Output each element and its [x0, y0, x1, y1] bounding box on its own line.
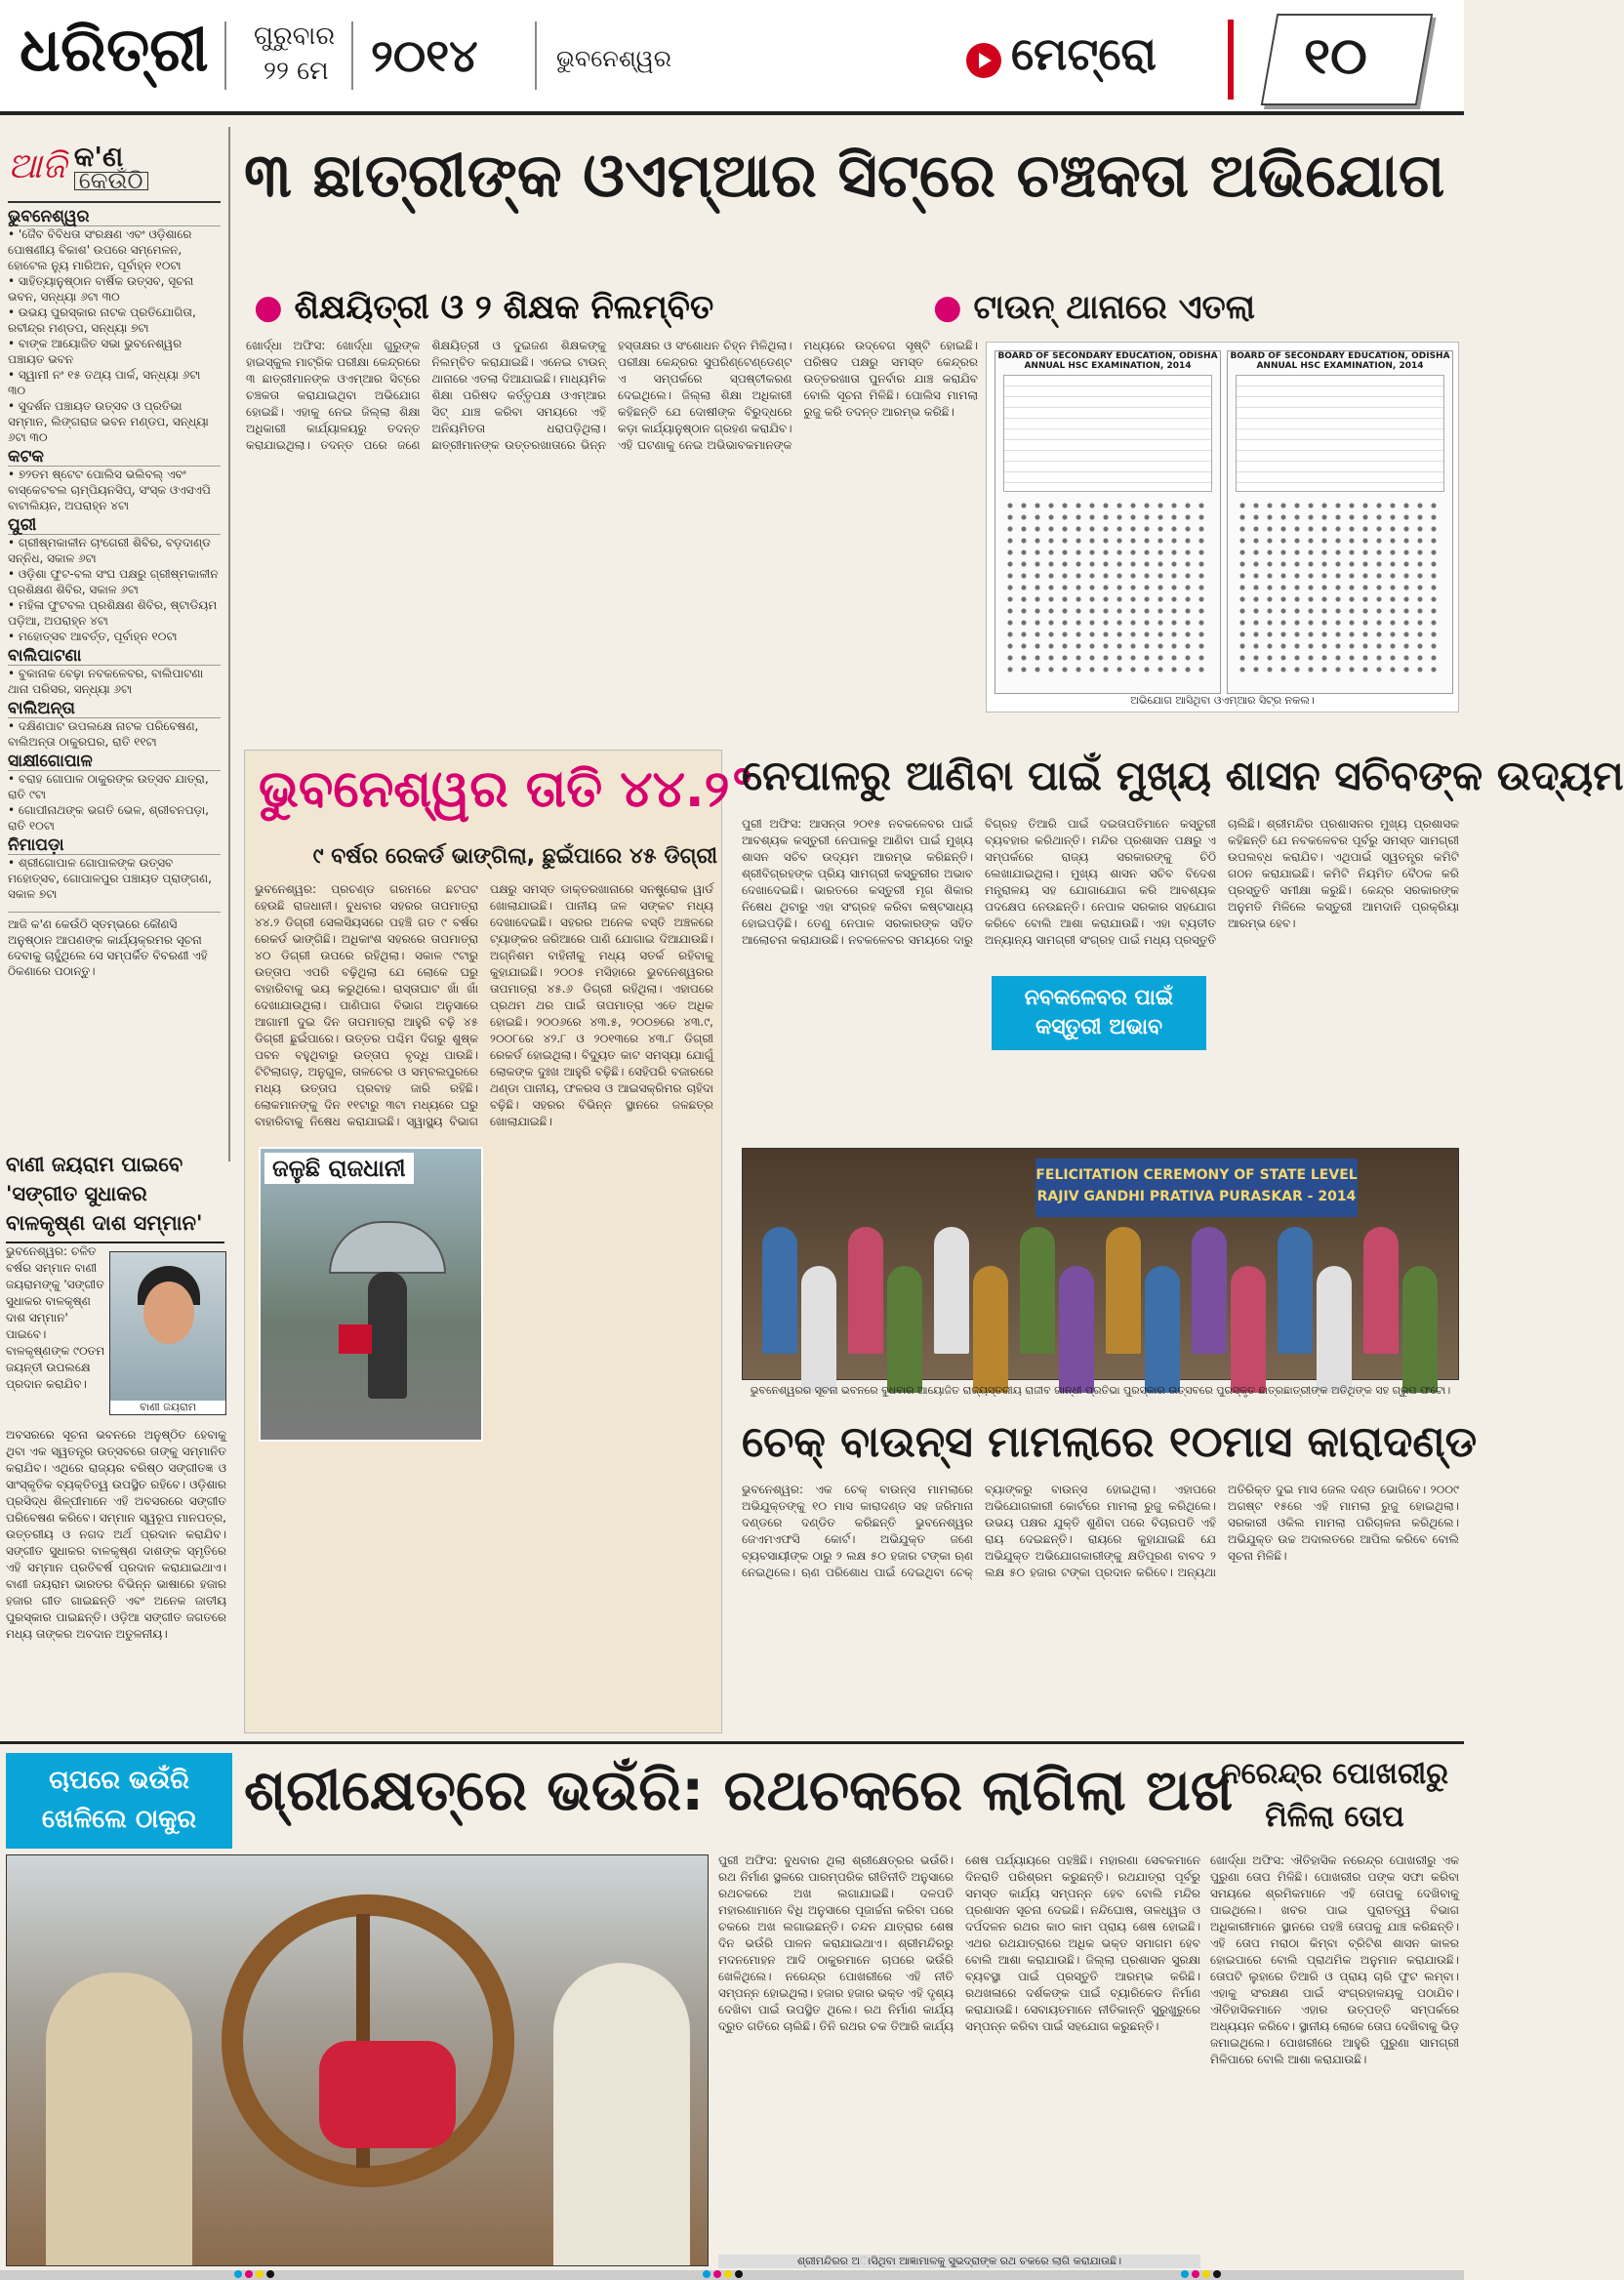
nepal-headline[interactable]: ନେପାଳରୁ ଆଣିବା ପାଇଁ ମୁଖ୍ୟ ଶାସନ ସଚିବଙ୍କ ଉଦ୍ୟମ	[742, 752, 1624, 799]
event-item: • ମହୋତ୍ସବ ଆବର୍ତ୍ତ, ପୂର୍ବାହ୍ନ ୧୦ଟା	[8, 629, 221, 644]
ceremony-caption: ଭୁବନେଶ୍ୱରର ସୂଚନା ଭବନରେ ବୁଧବାର ଆୟୋଜିତ ରାଜ୍ୟସ୍ତରୀୟ ରାଜୀବ ଗାନ୍ଧୀ ପ୍ରତିଭା ପୁରସ୍କାର ଉତ୍ସବରେ ପୁରସ୍କୃତ ଛାତ୍ରଛାତ୍ରୀଙ୍କ ଅତିଥିଙ୍କ ସହ ଗ୍ରୁପ ଫଟୋ।	[750, 1384, 1451, 1397]
omr-sheet	[1227, 350, 1453, 694]
rath-photo	[6, 1854, 709, 2266]
rath-tag: ଚାପରେ ଭଉଁରି ଖେଳିଲେ ଠାକୁର	[6, 1753, 232, 1849]
event-item: • 'ଜୈବ ବିବିଧତା ସଂରକ୍ଷଣ ଏବଂ ଓଡ଼ିଶାରେ ପୋଷଣୀୟ ବିକାଶ' ଉପରେ ସମ୍ମେଳନ, ହୋଟେଲ ନ୍ୟୁ ମାରିଅନ, ପୂର୍ବାହ୍ନ ୧୦ଟା	[8, 226, 221, 273]
omr-exam: ANNUAL HSC EXAMINATION, 2014	[1256, 361, 1424, 371]
omr-fields	[1003, 375, 1212, 492]
cheque-headline[interactable]: ଚେକ୍ ବାଉନ୍ସ ମାମଲାରେ ୧୦ମାସ କାରାଦଣ୍ଡ	[742, 1417, 1478, 1467]
omr-bubbles	[1003, 500, 1212, 675]
student-figure	[934, 1227, 969, 1354]
student-figure	[1363, 1227, 1399, 1354]
edition-city: ଭୁବନେଶ୍ୱର	[556, 45, 671, 72]
section-title: ମେଟ୍ରୋ	[1011, 27, 1157, 80]
event-item: • ଗୋପୀନାଥଙ୍କ ଭଗତି ଭେଳ, ଶ୍ରୀବନପଡ଼ା, ରାତି ୧୦ଟା	[8, 802, 221, 834]
rath-caption: ଶ୍ରୀମନ୍ଦିରର ଅାସିଥିବା ଆଜ୍ଞାମାଳକୁ ସୁଭଦ୍ରାଙ୍କ ରଥ ଚକରେ ଲାଗି କରାଯାଉଛି।	[718, 2255, 1200, 2268]
issue-day: ଗୁରୁବାର	[254, 21, 336, 51]
ceremony-photo	[742, 1148, 1459, 1380]
umbrella-shape	[329, 1221, 446, 1274]
event-item: • ବାଙ୍କ ଆୟୋଜିତ ସଭା ଭୁବନେଶ୍ୱର ପଞ୍ଚାୟତ ଭବନ	[8, 336, 221, 367]
student-figure	[1020, 1227, 1055, 1354]
servitor-shape	[553, 1963, 690, 2265]
omr-fields	[1236, 375, 1444, 492]
event-item: • ଓଡ଼ିଶା ଫୁଟ-ବଲ ସଂଘ ପକ୍ଷରୁ ଗ୍ରୀଷ୍ମକାଳୀନ ପ୍ରଶିକ୍ଷଣ ଶିବିର, ସକାଳ ୬ଟା	[8, 566, 221, 597]
pokhari-headline[interactable]: ନରେନ୍ଦ୍ର ପୋଖରୀରୁ ମିଳିଲା ତୋପ	[1220, 1757, 1448, 1834]
handbag-shape	[339, 1324, 372, 1354]
student-figure	[762, 1227, 797, 1354]
lead-subhead-1	[254, 288, 713, 327]
student-figure	[973, 1266, 1008, 1393]
ceremony-banner: FELICITATION CEREMONY OF STATE LEVEL RAJIV GANDHI PRATIVA PURASKAR - 2014	[1035, 1159, 1358, 1217]
events-list	[8, 209, 221, 902]
heat-subhead: ୯ ବର୍ଷର ରେକର୍ଡ ଭାଙ୍ଗିଲା, ଛୁଇଁପାରେ ୪୫ ଡିଗ୍ରୀ	[312, 844, 717, 869]
omr-exam: ANNUAL HSC EXAMINATION, 2014	[1024, 361, 1192, 371]
award-lead: ଭୁବନେଶ୍ୱର: ଚଳିତ ବର୍ଷର ସମ୍ମାନ ବାଣୀ ଜୟରାମଙ୍କୁ 'ସଙ୍ଗୀତ ସୁଧାକର ବାଳକୃଷ୍ଣ ଦାଶ ସମ୍ମାନ' ପାଇବେ। ବାଳକୃଷ୍ଣଙ୍କ ୯୦ତମ ଜୟନ୍ତୀ ଉପଲକ୍ଷେ ପ୍ରଦାନ କରାଯିବ।	[6, 1244, 105, 1391]
event-item: • ସ୍ୱାମୀ ନଂ ୧୫ ତଥ୍ୟ ପାର୍କ, ସନ୍ଧ୍ୟା ୬ଟା ୩୦	[8, 367, 221, 398]
event-item: • ସୁଦର୍ଶନ ପଞ୍ଚାୟତ ଉତ୍ସବ ଓ ପ୍ରତିଭା ସମ୍ମାନ, ଲିଙ୍ଗରାଜ ଭବନ ମଣ୍ଡପ, ସନ୍ଧ୍ୟା ୬ଟା ୩୦	[8, 398, 221, 445]
accent-bar	[1228, 20, 1234, 100]
lead-subhead-2-text: ଟାଉନ୍ ଥାନାରେ ଏତଲା	[973, 288, 1255, 327]
student-figure	[1192, 1227, 1227, 1354]
student-figure	[1317, 1266, 1352, 1393]
bullet-icon: ●	[933, 288, 974, 327]
priest-shape	[46, 1973, 192, 2265]
omr-bubbles	[1236, 500, 1444, 675]
student-figure	[1402, 1266, 1438, 1393]
issue-date: ୨୨ ମେ	[264, 57, 329, 86]
registration-marks	[234, 2270, 274, 2278]
omr-sheet	[995, 350, 1221, 694]
events-location: ଭୁବନେଶ୍ୱର	[8, 209, 221, 226]
heat-body: ଭୁବନେଶ୍ୱର: ପ୍ରଚଣ୍ଡ ଗରମରେ ଛଟପଟ ହେଉଛି ରାଜଧାନୀ। ବୁଧବାର ସହରର ତାପମାତ୍ରା ୪୪.୨ ଡିଗ୍ରୀ ସେଲସିୟସରେ ପହଞ୍ଚି ଗତ ୯ ବର୍ଷର ରେକର୍ଡ ଭାଙ୍ଗିଛି। ଅଧିକାଂଶ ସହରରେ ତାପମାତ୍ରା ୪୦ ଡିଗ୍ରୀ ଉପରେ ରହିଥିଲା। ସକାଳ ୯ଟାରୁ ଉତ୍ତାପ ଏପରି ବଢ଼ିଥିଲା ଯେ ଲୋକେ ଘରୁ ବାହାରିବାକୁ ଭୟ କରୁଥିଲେ। ରାସ୍ତାଘାଟ ଖାଁ ଖାଁ ଦେଖାଯାଉଥିଲା। ପାଣିପାଗ ବିଭାଗ ଅନୁସାରେ ଆଗାମୀ ଦୁଇ ଦିନ ତାପମାତ୍ରା ଆହୁରି ବଢ଼ି ୪୫ ଡିଗ୍ରୀ ଛୁଇଁପାରେ। ଉତ୍ତର ପଶ୍ଚିମ ଦିଗରୁ ଶୁଷ୍କ ପବନ ବହୁଥିବାରୁ ଉତ୍ତାପ ବୃଦ୍ଧି ପାଉଛି। ଟିଟିଲାଗଡ଼, ଅନୁଗୁଳ, ତାଳଚେର ଓ ସମ୍ବଲପୁରରେ ମଧ୍ୟ ଉତ୍ତାପ ପ୍ରବାହ ଜାରି ରହିଛି। ଲୋକମାନଙ୍କୁ ଦିନ ୧୧ଟାରୁ ୩ଟା ମଧ୍ୟରେ ଘରୁ ବାହାରିବାକୁ ନିଷେଧ କରାଯାଇଛି। ସ୍ୱାସ୍ଥ୍ୟ ବିଭାଗ ପକ୍ଷରୁ ସମସ୍ତ ଡାକ୍ତରଖାନାରେ ସନଷ୍ଟ୍ରୋକ ୱାର୍ଡ ଖୋଲାଯାଇଛି। ପାନୀୟ ଜଳ ସଙ୍କଟ ମଧ୍ୟ ଦେଖାଦେଇଛି। ସହରର ଅନେକ ବସ୍ତି ଅଞ୍ଚଳରେ ଟ୍ୟାଙ୍କର ଜରିଆରେ ପାଣି ଯୋଗାଇ ଦିଆଯାଉଛି। ଅଗ୍ନିଶମ ବାହିନୀକୁ ମଧ୍ୟ ସତର୍କ ରହିବାକୁ କୁହାଯାଇଛି। ୨୦୦୫ ମସିହାରେ ଭୁବନେଶ୍ୱରର ତାପମାତ୍ରା ୪୫.୬ ଡିଗ୍ରୀ ରହିଥିଲା। ଏହାପରେ ପ୍ରଥମ ଥର ପାଇଁ ତାପମାତ୍ରା ଏତେ ଅଧିକ ହୋଇଛି। ୨୦୦୬ରେ ୪୩.୫, ୨୦୦୭ରେ ୪୩.୯, ୨୦୦୮ରେ ୪୨.୮ ଓ ୨୦୧୩ରେ ୪୩.୮ ଡିଗ୍ରୀ ରେକର୍ଡ ହୋଇଥିଲା। ବିଦ୍ୟୁତ କାଟ ସମସ୍ୟା ଯୋଗୁଁ ଲୋକଙ୍କ ଦୁଃଖ ଆହୁରି ବଢ଼ିଛି। ସେହିପରି ବଜାରରେ ଥଣ୍ଡା ପାନୀୟ, ଫଳରସ ଓ ଆଇସକ୍ରିମର ଚାହିଦା ବଢ଼ିଛି। ସହରର ବିଭିନ୍ନ ସ୍ଥାନରେ ଜଳଛତ୍ର ଖୋଲାଯାଇଛି।	[255, 882, 713, 1128]
event-item: • ଉଭୟ ପୁରସ୍କାର ନାଟକ ପ୍ରତିଯୋଗିତା, ରବୀନ୍ଦ୍ର ମଣ୍ଡପ, ସନ୍ଧ୍ୟା ୭ଟା	[8, 305, 221, 336]
events-location: ବାଲିପାଟଣା	[8, 648, 221, 666]
rath-headline[interactable]: ଶ୍ରୀକ୍ଷେତ୍ରେ ଭଉଁରି: ରଥଚକରେ ଲାଗିଲା ଅଖ	[244, 1757, 1234, 1823]
play-icon	[966, 43, 1001, 78]
student-figure	[848, 1227, 883, 1354]
heat-story	[244, 750, 755, 1733]
pokhari-body: ଖୋର୍ଦ୍ଧା ଅଫିସ: ଐତିହାସିକ ନରେନ୍ଦ୍ର ପୋଖରୀରୁ ଏକ ପୁରୁଣା ତୋପ ମିଳିଛି। ପୋଖରୀର ପଙ୍କ ସଫା କରିବା ସମୟରେ ଶ୍ରମିକମାନେ ଏହି ତୋପକୁ ଦେଖିବାକୁ ପାଇଥିଲେ। ଖବର ପାଇ ପୁରାତତ୍ତ୍ୱ ବିଭାଗ ଅଧିକାରୀମାନେ ସ୍ଥାନରେ ପହଞ୍ଚି ତୋପକୁ ଯାଞ୍ଚ କରିଛନ୍ତି। ଏହି ତୋପ ମରାଠା କିମ୍ବା ବ୍ରିଟିଶ ଶାସନ କାଳର ହୋଇପାରେ ବୋଲି ପ୍ରାଥମିକ ଅନୁମାନ କରାଯାଉଛି। ତୋପଟି ଲୁହାରେ ତିଆରି ଓ ପ୍ରାୟ ଚାରି ଫୁଟ ଲମ୍ବା। ଏହାକୁ ସଂରକ୍ଷଣ ପାଇଁ ସଂଗ୍ରହାଳୟକୁ ପଠାଯିବ। ଐତିହାସିକମାନେ ଏହାର ଉତ୍ପତ୍ତି ସମ୍ପର୍କରେ ଅଧ୍ୟୟନ କରିବେ। ସ୍ଥାନୀୟ ଲୋକେ ତୋପ ଦେଖିବାକୁ ଭିଡ଼ ଜମାଇଥିଲେ। ପୋଖରୀରେ ଆହୁରି ପୁରୁଣା ସାମଗ୍ରୀ ମିଳିପାରେ ବୋଲି ଆଶା କରାଯାଉଛି।	[1210, 1853, 1459, 2066]
omr-board: BOARD OF SECONDARY EDUCATION, ODISHA	[1230, 351, 1450, 361]
photo-face	[143, 1282, 194, 1344]
divider	[224, 21, 226, 90]
lead-headline[interactable]: ୩ ଛାତ୍ରୀଙ୍କ ଓଏମ୍ଆର ସିଟ୍‌ରେ ଚଞ୍ଚକତା ଅଭିଯୋଗ	[244, 140, 1445, 211]
divider	[351, 21, 353, 90]
event-item: • ବୁକାନାକ ବେଢ଼ା ନବକଳେବର, ବାଲିପାଟଣା ଥାନା ପରିସର, ସନ୍ଧ୍ୟା ୬ଟା	[8, 666, 221, 697]
newspaper-logo[interactable]: ଧରିତ୍ରୀ	[20, 14, 209, 85]
student-figure	[801, 1266, 836, 1393]
event-item: • ଦକ୍ଷିଣପାଟ ଉପଲକ୍ଷେ ନାଟକ ପରିବେଷଣ, ବାଲିଅନ୍ତା ଠାକୁରଘର, ରାତି ୧୧ଟା	[8, 718, 221, 750]
student-figure	[1059, 1266, 1094, 1393]
heat-photo-label: ଜଳୁଛି ରାଜଧାନୀ	[264, 1153, 414, 1184]
student-figure	[1231, 1266, 1266, 1393]
event-item: • ୭୨ତମ ଷ୍ଟେଟ ପୋଲିସ ଭଲିବଲ୍ ଏବଂ ବାସ୍କେଟବଲ ଚାମ୍ପିୟନସିପ୍, ସଂସ୍କ ଓଏସଏପି ବାଟାଲିୟନ, ଅପରାହ୍ନ ୪ଟା	[8, 467, 221, 513]
event-item: • ସାହିତ୍ୟାନୁଷ୍ଠାନ ବାର୍ଷିକ ଉତ୍ସବ, ସୂଚନା ଭବନ, ସନ୍ଧ୍ୟା ୬ଟା ୩୦	[8, 273, 221, 305]
events-header	[8, 131, 221, 203]
student-figure	[1145, 1266, 1180, 1393]
lead-subhead-2	[933, 288, 1255, 327]
heat-photo	[259, 1147, 483, 1442]
pedestrian-shape	[368, 1272, 407, 1399]
student-figure	[887, 1266, 922, 1393]
nepal-body: ପୁରୀ ଅଫିସ: ଆସନ୍ତା ୨୦୧୫ ନବକଳେବର ପାଇଁ ଆବଶ୍ୟକ କସ୍ତୁରୀ ନେପାଳରୁ ଆଣିବା ପାଇଁ ମୁଖ୍ୟ ଶାସନ ସଚିବ ଉଦ୍ୟମ ଆରମ୍ଭ କରିଛନ୍ତି। ଶ୍ରୀବିଗ୍ରହଙ୍କ ପ୍ରିୟ ସାମଗ୍ରୀ କସ୍ତୁରୀର ଅଭାବ ଦେଖାଦେଇଛି। ଭାରତରେ କସ୍ତୁରୀ ମୃଗ ଶିକାର ନିଷେଧ ଥିବାରୁ ଏହା ସଂଗ୍ରହ କରିବା କଷ୍ଟସାଧ୍ୟ ହୋଇପଡ଼ିଛି। ତେଣୁ ନେପାଳ ସରକାରଙ୍କ ସହିତ ଆଲୋଚନା କରାଯାଉଛି। ନବକଳେବର ସମୟରେ ଦାରୁ ବିଗ୍ରହ ତିଆରି ପାଇଁ ଦଇତାପତିମାନେ କସ୍ତୁରୀ ବ୍ୟବହାର କରିଥାନ୍ତି। ମନ୍ଦିର ପ୍ରଶାସନ ପକ୍ଷରୁ ଏ ସମ୍ପର୍କରେ ରାଜ୍ୟ ସରକାରଙ୍କୁ ଚିଠି ଲେଖାଯାଇଥିଲା। ମୁଖ୍ୟ ଶାସନ ସଚିବ ବିଦେଶ ମନ୍ତ୍ରାଳୟ ସହ ଯୋଗାଯୋଗ କରି ଆବଶ୍ୟକ ପଦକ୍ଷେପ ନେଉଛନ୍ତି। ନେପାଳ ସରକାର ସହଯୋଗ କରିବେ ବୋଲି ଆଶା କରାଯାଉଛି। ଏହା ବ୍ୟତୀତ ଅନ୍ୟାନ୍ୟ ସାମଗ୍ରୀ ସଂଗ୍ରହ ପାଇଁ ମଧ୍ୟ ପ୍ରସ୍ତୁତି ଚାଲିଛି। ଶ୍ରୀମନ୍ଦିର ପ୍ରଶାସନର ମୁଖ୍ୟ ପ୍ରଶାସକ କହିଛନ୍ତି ଯେ ନବକଳେବର ପୂର୍ବରୁ ସମସ୍ତ ସାମଗ୍ରୀ ଉପଲବ୍ଧ କରାଯିବ। ଏଥିପାଇଁ ସ୍ୱତନ୍ତ୍ର କମିଟି ଗଠନ କରାଯାଇଛି। କମିଟି ନିୟମିତ ବୈଠକ କରି ପ୍ରସ୍ତୁତି ସମୀକ୍ଷା କରୁଛି। କେନ୍ଦ୍ର ସରକାରଙ୍କ ଅନୁମତି ମିଳିଲେ କସ୍ତୁରୀ ଆମଦାନି ପ୍ରକ୍ରିୟା ଆରମ୍ଭ ହେବ।	[742, 817, 1459, 947]
rath-body: ପୁରୀ ଅଫିସ: ବୁଧବାର ଥିଲା ଶ୍ରୀକ୍ଷେତ୍ରର ଭଉଁରି। ରଥ ନିର୍ମାଣ ସ୍ଥଳରେ ପାରମ୍ପରିକ ରୀତିନୀତି ଅନୁସାରେ ରଥଚକରେ ଅଖ ଲଗାଯାଇଛି। ଦଳପତି ମହାରଣାମାନେ ବିଧି ଅନୁସାରେ ପୂଜାର୍ଚ୍ଚନା କରିବା ପରେ ଚକରେ ଅଖ ଲଗାଇଛନ୍ତି। ଚନ୍ଦନ ଯାତ୍ରାର ଶେଷ ଦିନ ଭଉଁରି ପାଳନ କରାଯାଇଥାଏ। ଶ୍ରୀମନ୍ଦିରରୁ ମଦନମୋହନ ଆଦି ଠାକୁରମାନେ ଚାପରେ ଭଉଁରି ଖେଳିଥିଲେ। ନରେନ୍ଦ୍ର ପୋଖରୀରେ ଏହି ନୀତି ସମ୍ପନ୍ନ ହୋଇଥିଲା। ହଜାର ହଜାର ଭକ୍ତ ଏହି ଦୃଶ୍ୟ ଦେଖିବା ପାଇଁ ଉପସ୍ଥିତ ଥିଲେ। ରଥ ନିର୍ମାଣ କାର୍ଯ୍ୟ ଦ୍ରୁତ ଗତିରେ ଚାଲିଛି। ତିନି ରଥର ଚକ ତିଆରି କାର୍ଯ୍ୟ ଶେଷ ପର୍ଯ୍ୟାୟରେ ପହଞ୍ଚିଛି। ମହାରଣା ସେବକମାନେ ଦିନରାତି ପରିଶ୍ରମ କରୁଛନ୍ତି। ରଥଯାତ୍ରା ପୂର୍ବରୁ ସମସ୍ତ କାର୍ଯ୍ୟ ସମ୍ପନ୍ନ ହେବ ବୋଲି ମନ୍ଦିର ପ୍ରଶାସନ ସୂଚନା ଦେଇଛି। ନନ୍ଦିଘୋଷ, ତାଳଧ୍ୱଜ ଓ ଦର୍ପଦଳନ ରଥର କାଠ କାମ ପ୍ରାୟ ଶେଷ ହୋଇଛି। ଏଥର ରଥଯାତ୍ରାରେ ଅଧିକ ଭକ୍ତ ସମାଗମ ହେବ ବୋଲି ଆଶା କରାଯାଉଛି। ଜିଲ୍ଲା ପ୍ରଶାସନ ସୁରକ୍ଷା ବ୍ୟବସ୍ଥା ପାଇଁ ପ୍ରସ୍ତୁତି ଆରମ୍ଭ କରିଛି। ରଥଖଳାରେ ଦର୍ଶକଙ୍କ ପାଇଁ ବ୍ୟାରିକେଡ ନିର୍ମାଣ କରାଯାଉଛି। ସେବାୟତମାନେ ନୀତିକାନ୍ତି ସୁରୁଖୁରୁରେ ସମ୍ପନ୍ନ କରିବା ପାଇଁ ସହଯୋଗ କରୁଛନ୍ତି।	[718, 1853, 1200, 2033]
award-body: ଅବସରରେ ସୂଚନା ଭବନରେ ଅନୁଷ୍ଠିତ ହେବାକୁ ଥିବା ଏକ ସ୍ୱତନ୍ତ୍ର ଉତ୍ସବରେ ତାଙ୍କୁ ସମ୍ମାନିତ କରାଯିବ। ଏଥିରେ ରାଜ୍ୟର ବରିଷ୍ଠ ସଙ୍ଗୀତଜ୍ଞ ଓ ସାଂସ୍କୃତିକ ବ୍ୟକ୍ତିତ୍ୱ ଉପସ୍ଥିତ ରହିବେ। ଓଡ଼ିଶାର ପ୍ରସିଦ୍ଧ ଶିଳ୍ପୀମାନେ ଏହି ଅବସରରେ ସଙ୍ଗୀତ ପରିବେଷଣ କରିବେ। ସମ୍ମାନ ସ୍ୱରୂପ ମାନପତ୍ର, ଉତ୍ତରୀୟ ଓ ନଗଦ ଅର୍ଥ ପ୍ରଦାନ କରାଯିବ। ସଙ୍ଗୀତ ସୁଧାକର ବାଳକୃଷ୍ଣ ଦାଶଙ୍କ ସ୍ମୃତିରେ ଏହି ସମ୍ମାନ ପ୍ରତିବର୍ଷ ପ୍ରଦାନ କରାଯାଇଥାଏ। ବାଣୀ ଜୟରାମ ଭାରତର ବିଭିନ୍ନ ଭାଷାରେ ହଜାର ହଜାର ଗୀତ ଗାଇଛନ୍ତି ଏବଂ ଅନେକ ଜାତୀୟ ପୁରସ୍କାର ପାଇଛନ୍ତି। ଓଡ଼ିଆ ସଙ୍ଗୀତ ଜଗତରେ ମଧ୍ୟ ତାଙ୍କର ଅବଦାନ ଅତୁଳନୀୟ।	[6, 1428, 226, 1641]
event-item: • ବରାହ ଗୋପାଳ ଠାକୁରଙ୍କ ଉତ୍ସବ ଯାତ୍ରା, ରାତି ୯ଟା	[8, 771, 221, 802]
cheque-body: ଭୁବନେଶ୍ୱର: ଏକ ଚେକ୍ ବାଉନ୍ସ ମାମଲାରେ ଅଭିଯୁକ୍ତଙ୍କୁ ୧୦ ମାସ କାରାଦଣ୍ଡ ସହ ଜରିମାନା ଦଣ୍ଡରେ ଦଣ୍ଡିତ କରିଛନ୍ତି ଭୁବନେଶ୍ୱର ଜେଏମଏଫସି କୋର୍ଟ। ଅଭିଯୁକ୍ତ ଜଣେ ବ୍ୟବସାୟୀଙ୍କ ଠାରୁ ୨ ଲକ୍ଷ ୫୦ ହଜାର ଟଙ୍କା ଋଣ ନେଇଥିଲେ। ଋଣ ପରିଶୋଧ ପାଇଁ ଦେଇଥିବା ଚେକ୍ ବ୍ୟାଙ୍କରୁ ବାଉନ୍ସ ହୋଇଥିଲା। ଏହାପରେ ଅଭିଯୋଗକାରୀ କୋର୍ଟରେ ମାମଲା ରୁଜୁ କରିଥିଲେ। ଉଭୟ ପକ୍ଷର ଯୁକ୍ତି ଶୁଣିବା ପରେ ବିଚାରପତି ଏହି ରାୟ ଦେଇଛନ୍ତି। ରାୟରେ କୁହାଯାଇଛି ଯେ ଅଭିଯୁକ୍ତ ଅଭିଯୋଗକାରୀଙ୍କୁ କ୍ଷତିପୂରଣ ବାବଦ ୨ ଲକ୍ଷ ୫୦ ହଜାର ଟଙ୍କା ପ୍ରଦାନ କରିବେ। ଅନ୍ୟଥା ଅତିରିକ୍ତ ଦୁଇ ମାସ ଜେଲ ଦଣ୍ଡ ଭୋଗିବେ। ୨୦୦୯ ଅଗଷ୍ଟ ୧୫ରେ ଏହି ମାମଲା ରୁଜୁ ହୋଇଥିଲା। ସରକାରୀ ଓକିଲ ମାମଲା ପରିଚାଳନା କରିଥିଲେ। ଅଭିଯୁକ୍ତ ଉଚ୍ଚ ଅଦାଲତରେ ଆପିଲ କରିବେ ବୋଲି ସୂଚନା ମିଳିଛି।	[742, 1483, 1459, 1579]
award-photo	[109, 1251, 226, 1415]
nepal-inset: ନବକଳେବର ପାଇଁ କସ୍ତୁରୀ ଅଭାବ	[992, 976, 1206, 1050]
event-item: • ମହିଳା ଫୁଟବଲ ପ୍ରଶିକ୍ଷଣ ଶିବିର, ଷ୍ଟାଡିୟମ ପଡ଼ିଆ, ଅପରାହ୍ନ ୪ଟା	[8, 597, 221, 629]
student-figure	[1106, 1227, 1141, 1354]
registration-marks	[703, 2270, 743, 2278]
events-subtitle: କେଉଁଠି	[74, 172, 148, 190]
events-location: ସାକ୍ଷୀଗୋପାଳ	[8, 753, 221, 771]
events-title: କ'ଣ	[73, 140, 124, 173]
event-item: • ଗ୍ରୀଷ୍ମକାଳୀନ ଚାଂଗେରୀ ଶିବିର, ବଡ଼ଦାଣ୍ଡ ସନ୍ନିଧ, ସକାଳ ୬ଟା	[8, 535, 221, 566]
event-item: • ଶ୍ରୀଗୋପାଳ ଗୋପାଳଙ୍କ ଉତ୍ସବ ମହୋତ୍ସବ, ଗୋପାଳପୁର ପଞ୍ଚାୟତ ପ୍ରାଙ୍ଗଣ, ସକାଳ ୭ଟା	[8, 855, 221, 902]
divider	[535, 21, 537, 90]
section-divider	[0, 1741, 1464, 1744]
omr-caption: ଅଭିଯୋଗ ଆସିଥିବା ଓଏମ୍ଆର ସିଟ୍‌ର ନକଲ।	[1130, 694, 1315, 707]
red-cloth	[319, 2041, 456, 2148]
page-number: ୧୦	[1304, 27, 1367, 86]
lead-subhead-1-text: ଶିକ୍ଷୟିତ୍ରୀ ଓ ୨ ଶିକ୍ଷକ ନିଲମ୍ବିତ	[294, 288, 714, 327]
events-note: ଆଜି କ'ଣ କେଉଁଠି ସ୍ତମ୍ଭରେ କୌଣସି ଅନୁଷ୍ଠାନ ଆପଣଙ୍କ କାର୍ଯ୍ୟକ୍ରମର ସୂଚନା ଦେବାକୁ ଚାହୁଁଥିଲେ ସେ ସମ୍ପର୍କିତ ବିବରଣୀ ଏହି ଠିକଣାରେ ପଠାନ୍ତୁ।	[8, 912, 221, 979]
omr-sheets-image	[986, 342, 1459, 712]
bullet-icon: ●	[254, 288, 295, 327]
masthead	[0, 0, 1464, 115]
student-figure	[1278, 1227, 1313, 1354]
events-location: ନିମାପଡ଼ା	[8, 837, 221, 855]
issue-year: ୨୦୧୪	[371, 29, 478, 82]
events-location: ବାଲିଅନ୍ତା	[8, 701, 221, 718]
events-sidebar	[0, 127, 230, 1161]
events-location: ପୁରୀ	[8, 517, 221, 535]
omr-board: BOARD OF SECONDARY EDUCATION, ODISHA	[997, 351, 1218, 361]
award-photo-caption: ବାଣୀ ଜୟରାମ	[110, 1401, 225, 1414]
registration-marks	[1181, 2270, 1221, 2278]
award-headline[interactable]: ବାଣୀ ଜୟରାମ ପାଇବେ 'ସଙ୍ଗୀତ ସୁଧାକର ବାଳକୃଷ୍ଣ ଦାଶ ସମ୍ମାନ'	[6, 1150, 224, 1243]
heat-headline[interactable]: ଭୁବନେଶ୍ୱର ତାତି ୪୪.୨°	[259, 760, 755, 819]
lead-body: ଖୋର୍ଦ୍ଧା ଅଫିସ: ଖୋର୍ଦ୍ଧା ଗୁରୁଙ୍କ ହାଇସ୍କୁଲ ମାଟ୍ରିକ ପରୀକ୍ଷା କେନ୍ଦ୍ରରେ ୩ ଛାତ୍ରୀମାନଙ୍କ ଓଏମ୍ଆର ସିଟ୍‌ରେ ଚଞ୍ଚକତା କରାଯାଇଥିବା ଅଭିଯୋଗ ହୋଇଛି। ଏହାକୁ ନେଇ ଜିଲ୍ଲା ଶିକ୍ଷା ଅଧିକାରୀ କାର୍ଯ୍ୟାଳୟରୁ ତଦନ୍ତ କରାଯାଇଥିଲା। ତଦନ୍ତ ପରେ ଜଣେ ଶିକ୍ଷୟିତ୍ରୀ ଓ ଦୁଇଜଣ ଶିକ୍ଷକଙ୍କୁ ନିଲମ୍ବିତ କରାଯାଇଛି। ଏନେଇ ଟାଉନ୍ ଥାନାରେ ଏତଲା ଦିଆଯାଇଛି। ମାଧ୍ୟମିକ ଶିକ୍ଷା ପରିଷଦ କର୍ତ୍ତୃପକ୍ଷ ଓଏମ୍ଆର ସିଟ୍ ଯାଞ୍ଚ କରିବା ସମୟରେ ଏହି ଅନିୟମିତତା ଧରାପଡ଼ିଥିଲା। ଛାତ୍ରୀମାନଙ୍କ ଉତ୍ତରଖାତାରେ ଭିନ୍ନ ହସ୍ତାକ୍ଷର ଓ ସଂଶୋଧନ ଚିହ୍ନ ମିଳିଥିଲା। ପରୀକ୍ଷା କେନ୍ଦ୍ରର ସୁପରିଣ୍ଟେଣ୍ଡେଣ୍ଟ ଏ ସମ୍ପର୍କରେ ସ୍ପଷ୍ଟୀକରଣ ଦେଇଥିଲେ। ଜିଲ୍ଲା ଶିକ୍ଷା ଅଧିକାରୀ କହିଛନ୍ତି ଯେ ଦୋଷୀଙ୍କ ବିରୁଦ୍ଧରେ କଡ଼ା କାର୍ଯ୍ୟାନୁଷ୍ଠାନ ଗ୍ରହଣ କରାଯିବ। ଏହି ଘଟଣାକୁ ନେଇ ଅଭିଭାବକମାନଙ୍କ ମଧ୍ୟରେ ଉଦ୍‌ବେଗ ସୃଷ୍ଟି ହୋଇଛି। ପରିଷଦ ପକ୍ଷରୁ ସମସ୍ତ କେନ୍ଦ୍ରର ଉତ୍ତରଖାତା ପୁନର୍ବାର ଯାଞ୍ଚ କରାଯିବ ବୋଲି ସୂଚନା ମିଳିଛି। ପୋଲିସ ମାମଲା ରୁଜୁ କରି ତଦନ୍ତ ଆରମ୍ଭ କରିଛି।	[246, 339, 978, 452]
events-location: କଟକ	[8, 449, 221, 467]
aji-label: ଆଜି	[8, 145, 66, 186]
